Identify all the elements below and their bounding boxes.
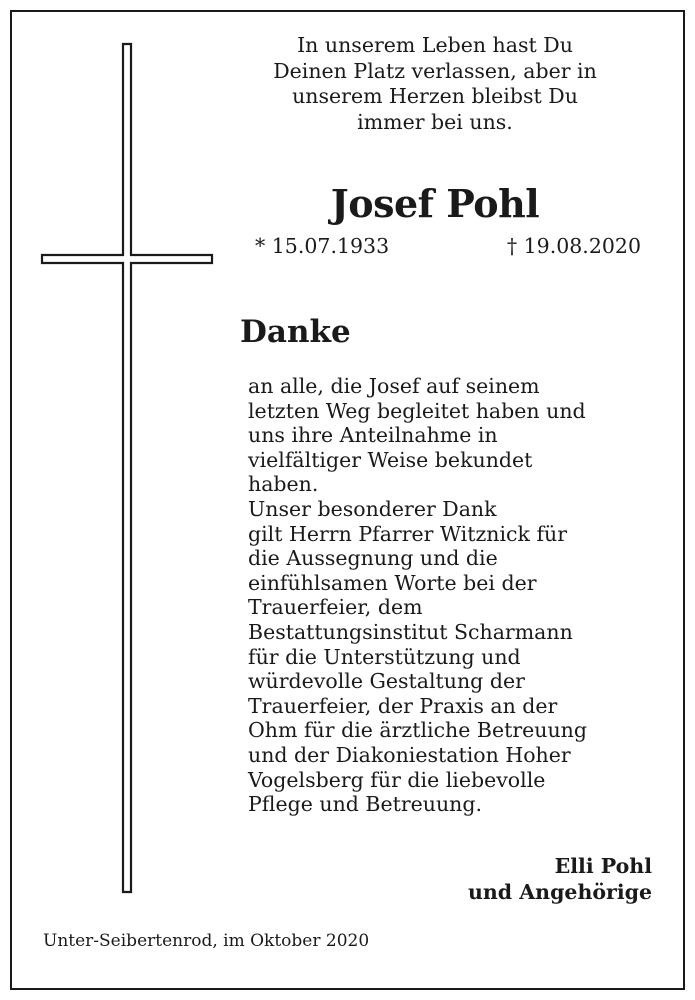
thanks-text: an alle, die Josef auf seinem letzten Weg begleitet haben und uns ihre Anteilnahme in vielfältiger Weise bekundet haben. Unser besonderer Dank gilt Herrn Pfarrer Witznick für die Aussegnung und die einfühlsamen Worte bei der Trauerfeier, dem Bestattungsinstitut Scharmann für die Unterstützung und würdevolle Gestaltung der Trauerfeier, der Praxis an der Ohm für die ärztliche Betreuung und der Diakoniestation Hoher Vogelsberg für die liebevolle Pflege und Betreuung. xyxy=(248,374,588,817)
signature: Elli Pohl und Angehörige xyxy=(467,854,652,904)
birth-date: * 15.07.1933 xyxy=(255,234,390,258)
death-date: † 19.08.2020 xyxy=(506,234,641,258)
place-and-date: Unter-Seibertenrod, im Oktober 2020 xyxy=(43,931,370,951)
cross-icon xyxy=(40,32,214,894)
thanks-heading: Danke xyxy=(240,314,351,350)
deceased-name: Josef Pohl xyxy=(330,181,540,226)
memorial-quote: In unserem Leben hast Du Deinen Platz verlassen, aber in unserem Herzen bleibst Du immer bei uns. xyxy=(273,33,597,134)
